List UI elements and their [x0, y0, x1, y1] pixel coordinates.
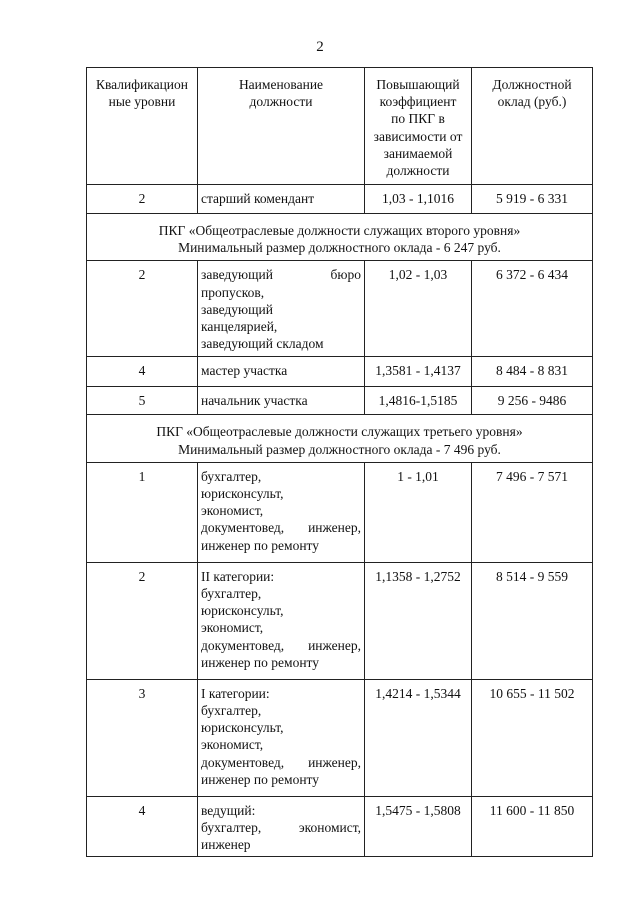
- position-name-cell: [198, 562, 365, 679]
- position-name-line: юрисконсульт,: [201, 486, 284, 502]
- group-subtitle: Минимальный размер должностного оклада - 7 496 руб.: [178, 441, 501, 457]
- position-name-line: документовед, инженер,: [201, 637, 361, 653]
- position-name-line: пропусков,: [201, 284, 265, 300]
- position-name-line: документовед, инженер,: [201, 754, 361, 770]
- salary-table: [86, 67, 593, 857]
- page-number: 2: [316, 39, 324, 55]
- column-header-name: Наименование должности: [198, 68, 365, 185]
- table-row: [87, 462, 593, 562]
- position-name-line: инженер по ремонту: [201, 537, 320, 553]
- group-header-cell: [87, 214, 593, 261]
- position-name-line: старший комендант: [201, 191, 315, 206]
- level-cell: 2: [87, 185, 198, 214]
- position-name-cell: [198, 261, 365, 357]
- group-title: ПКГ «Общеотраслевые должности служащих третьего уровня»: [156, 424, 523, 440]
- position-name-line: юрисконсульт,: [201, 603, 284, 619]
- salary-cell: 8 484 - 8 831: [472, 357, 593, 387]
- level-cell: 1: [87, 462, 198, 562]
- position-name-line: инженер по ремонту: [201, 654, 320, 670]
- salary-cell: 8 514 - 9 559: [472, 562, 593, 679]
- position-name-line: бухгалтер,: [201, 586, 262, 602]
- position-name-cell: [198, 185, 365, 214]
- column-header-coef: Повышающий коэффициент по ПКГ в зависимости от занимаемой должности: [365, 68, 472, 185]
- position-name-line: инженер по ремонту: [201, 771, 320, 787]
- position-name-line: бухгалтер,: [201, 703, 262, 719]
- position-name-line: бухгалтер,: [201, 468, 262, 484]
- position-name-line: документовед, инженер,: [201, 520, 361, 536]
- position-name-line: заведующий бюро: [201, 267, 361, 283]
- position-name-cell: [198, 462, 365, 562]
- table-body: [87, 185, 593, 857]
- position-name-cell: [198, 679, 365, 796]
- table-row: [87, 357, 593, 387]
- coefficient-cell: 1,3581 - 1,4137: [365, 357, 472, 387]
- table-header-row: [87, 68, 593, 185]
- group-header-cell: [87, 415, 593, 462]
- table-row: [87, 796, 593, 856]
- salary-cell: 5 919 - 6 331: [472, 185, 593, 214]
- position-name-cell: [198, 357, 365, 387]
- position-name-line: заведующий: [201, 301, 273, 317]
- coefficient-cell: 1 - 1,01: [365, 462, 472, 562]
- position-name-cell: [198, 796, 365, 856]
- level-cell: 5: [87, 387, 198, 415]
- table-row: [87, 261, 593, 357]
- level-cell: 3: [87, 679, 198, 796]
- coefficient-cell: 1,4816-1,5185: [365, 387, 472, 415]
- level-cell: 2: [87, 562, 198, 679]
- table-row: [87, 185, 593, 214]
- group-subtitle: Минимальный размер должностного оклада - 6 247 руб.: [178, 240, 501, 256]
- position-name-line: канцелярией,: [201, 319, 278, 335]
- position-name-line: экономист,: [201, 620, 264, 636]
- salary-cell: 11 600 - 11 850: [472, 796, 593, 856]
- group-header-row: [87, 415, 593, 462]
- level-cell: 2: [87, 261, 198, 357]
- position-name-line: I категории:: [201, 685, 270, 701]
- group-title: ПКГ «Общеотраслевые должности служащих второго уровня»: [158, 223, 521, 238]
- salary-cell: 6 372 - 6 434: [472, 261, 593, 357]
- position-name-line: мастер участка: [201, 363, 288, 379]
- position-name-line: инженер: [201, 837, 251, 853]
- position-name-line: II категории:: [201, 568, 275, 584]
- column-header-level: Квалификацион ные уровни: [87, 68, 198, 185]
- coefficient-cell: 1,03 - 1,1016: [365, 185, 472, 214]
- salary-cell: 10 655 - 11 502: [472, 679, 593, 796]
- coefficient-cell: 1,1358 - 1,2752: [365, 562, 472, 679]
- position-name-line: заведующий складом: [201, 336, 324, 352]
- coefficient-cell: 1,4214 - 1,5344: [365, 679, 472, 796]
- position-name-line: экономист,: [201, 737, 264, 753]
- table-row: [87, 387, 593, 415]
- position-name-cell: [198, 387, 365, 415]
- salary-cell: 9 256 - 9486: [472, 387, 593, 415]
- level-cell: 4: [87, 357, 198, 387]
- coefficient-cell: 1,02 - 1,03: [365, 261, 472, 357]
- table-row: [87, 562, 593, 679]
- position-name-line: экономист,: [201, 503, 264, 519]
- position-name-line: ведущий:: [201, 802, 256, 818]
- column-header-salary: Должностной оклад (руб.): [472, 68, 593, 185]
- salary-cell: 7 496 - 7 571: [472, 462, 593, 562]
- level-cell: 4: [87, 796, 198, 856]
- coefficient-cell: 1,5475 - 1,5808: [365, 796, 472, 856]
- table-row: [87, 679, 593, 796]
- position-name-line: юрисконсульт,: [201, 720, 284, 736]
- position-name-line: начальник участка: [201, 393, 308, 409]
- group-header-row: [87, 214, 593, 261]
- position-name-line: бухгалтер, экономист,: [201, 820, 361, 836]
